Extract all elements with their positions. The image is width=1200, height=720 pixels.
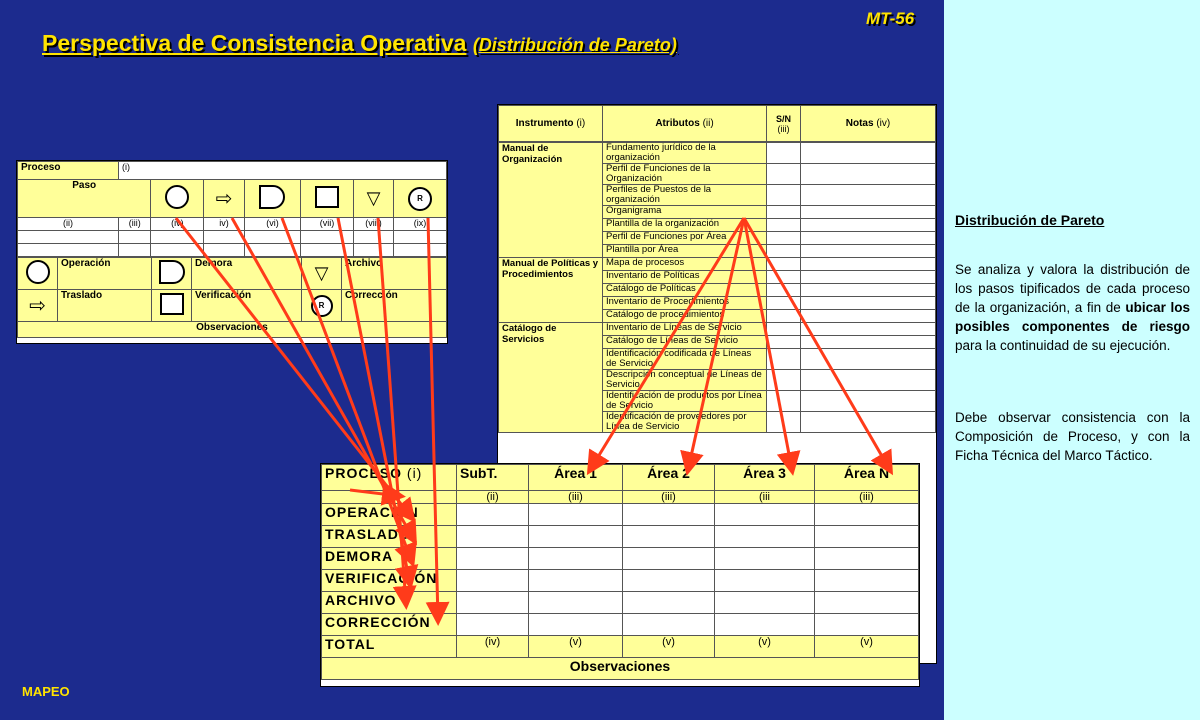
instr-header-atributos: Atributos (ii) — [603, 106, 767, 142]
instr-attribute: Catálogo de Líneas de Servicio — [603, 336, 767, 349]
pareto-table — [321, 464, 919, 680]
instr-attribute: Identificación de proveedores por Línea de Servicio — [603, 412, 767, 433]
instr-row — [499, 143, 936, 164]
process-form-card — [16, 160, 448, 344]
instr-attribute: Identificación codificada de Líneas de Servicio — [603, 349, 767, 370]
instr-attribute: Fundamento jurídico de la organización — [603, 143, 767, 164]
legend-operation: Operación — [58, 258, 152, 290]
instr-attribute: Catálogo de Políticas — [603, 284, 767, 297]
pareto-row-label: ARCHIVO — [322, 592, 457, 614]
proceso-label: Proceso — [18, 162, 119, 180]
instr-group-name: Manual de Organización — [499, 143, 603, 258]
instr-attribute: Identificación de productos por Línea de Servicio — [603, 391, 767, 412]
legend-inspection-icon — [152, 290, 192, 322]
process-obs-label: Observaciones — [18, 322, 447, 338]
side-paragraph-2: Debe observar consistencia con la Composición de Proceso, y con la Ficha Técnica del Marco Táctico. — [955, 410, 1190, 463]
pareto-header-proceso: PROCESO (i) — [322, 465, 457, 491]
pareto-total-value: (v) — [715, 636, 815, 658]
proceso-note: (i) — [119, 162, 447, 180]
legend-transport-icon: ⇨ — [18, 290, 58, 322]
instr-header-instrumento: Instrumento (i) — [499, 106, 603, 142]
pareto-header-area-1: Área 1 — [529, 465, 623, 491]
instr-attribute: Perfil de Funciones de la Organización — [603, 164, 767, 185]
side-heading: Distribución de Pareto — [955, 212, 1105, 228]
process-col-note: (iii) — [119, 218, 151, 231]
instr-attribute: Perfiles de Puestos de la organización — [603, 185, 767, 206]
delay-icon — [244, 180, 300, 218]
process-col-note: (viii) — [353, 218, 393, 231]
process-col-note: iv) — [204, 218, 245, 231]
instr-row — [499, 258, 936, 271]
instrument-table — [498, 105, 936, 142]
pareto-total-value: (v) — [815, 636, 919, 658]
pareto-table-card — [320, 463, 920, 687]
legend-storage: Archivo — [342, 258, 447, 290]
instr-attribute: Inventario de Líneas de Servicio — [603, 323, 767, 336]
paso-label: Paso — [18, 180, 151, 218]
pareto-subheader: (iii) — [815, 491, 919, 504]
title-main: Perspectiva de Consistencia Operativa — [42, 30, 467, 56]
pareto-header-area-2: Área 2 — [623, 465, 715, 491]
instr-attribute: Inventario de Políticas — [603, 271, 767, 284]
instr-attribute: Organigrama — [603, 206, 767, 219]
process-col-note: (vii) — [301, 218, 354, 231]
transport-arrow-icon: ⇨ — [204, 180, 245, 218]
legend-correction: Corrección — [342, 290, 447, 322]
pareto-total-value: (iv) — [457, 636, 529, 658]
slide-code: MT-56 — [866, 9, 915, 28]
instr-header-sn: S/N (iii) — [767, 106, 801, 142]
pareto-total-label: TOTAL — [322, 636, 457, 658]
legend-operation-icon — [18, 258, 58, 290]
pareto-row-label: DEMORA — [322, 548, 457, 570]
legend-storage-icon: ▽ — [302, 258, 342, 290]
pareto-header-subt: SubT. — [457, 465, 529, 491]
pareto-subheader: (ii) — [457, 491, 529, 504]
operation-icon — [151, 180, 204, 218]
instr-attribute: Mapa de procesos — [603, 258, 767, 271]
process-col-note: (ix) — [394, 218, 447, 231]
instr-header-notas: Notas (iv) — [801, 106, 936, 142]
pareto-row-label: OPERACIÓN — [322, 504, 457, 526]
instr-attribute: Perfil de Funciones por Área — [603, 232, 767, 245]
pareto-header-area-n: Área N — [815, 465, 919, 491]
process-col-notes — [18, 218, 447, 231]
pareto-row-label: TRASLADO — [322, 526, 457, 548]
pareto-subheader: (iii — [715, 491, 815, 504]
pareto-subheader: (iii) — [529, 491, 623, 504]
process-form-table — [17, 161, 447, 257]
process-col-note: (vi) — [244, 218, 300, 231]
instr-row — [499, 323, 936, 336]
slide-title — [42, 30, 677, 57]
storage-triangle-icon: ▽ — [353, 180, 393, 218]
instr-attribute: Catálogo de procedimientos — [603, 310, 767, 323]
process-col-note: (iv) — [151, 218, 204, 231]
legend-delay-icon — [152, 258, 192, 290]
legend-delay: Demora — [192, 258, 302, 290]
side-paragraph-1: Se analiza y valora la distribución de los pasos tipificados de cada proceso de la organización, a fin de ubicar los posibles componentes de riesgo para la continuidad de su ejecución. — [955, 262, 1190, 353]
legend-inspection: Verificación — [192, 290, 302, 322]
title-sub: (Distribución de Pareto) — [472, 35, 677, 55]
pareto-header-area-3: Área 3 — [715, 465, 815, 491]
process-col-note: (ii) — [18, 218, 119, 231]
legend-transport: Traslado — [58, 290, 152, 322]
correction-r-icon: R — [394, 180, 447, 218]
instr-attribute: Descripción conceptual de Líneas de Servicio — [603, 370, 767, 391]
pareto-row-label: CORRECCIÓN — [322, 614, 457, 636]
side-panel — [944, 0, 1200, 720]
inspection-square-icon — [301, 180, 354, 218]
process-legend — [17, 257, 447, 338]
pareto-subheader: (iii) — [623, 491, 715, 504]
instr-attribute: Inventario de Procedimientos — [603, 297, 767, 310]
instr-group-name: Manual de Políticas y Procedimientos — [499, 258, 603, 323]
pareto-total-value: (v) — [529, 636, 623, 658]
legend-correction-icon: R — [302, 290, 342, 322]
instr-attribute: Plantilla por Área — [603, 245, 767, 258]
pareto-obs-label: Observaciones — [322, 658, 919, 680]
footer-mapeo: MAPEO — [22, 684, 70, 699]
pareto-body — [322, 491, 919, 680]
pareto-total-value: (v) — [623, 636, 715, 658]
instrument-body — [498, 142, 936, 433]
pareto-row-label: VERIFICACIÓN — [322, 570, 457, 592]
instr-attribute: Plantilla de la organización — [603, 219, 767, 232]
instr-group-name: Catálogo de Servicios — [499, 323, 603, 433]
